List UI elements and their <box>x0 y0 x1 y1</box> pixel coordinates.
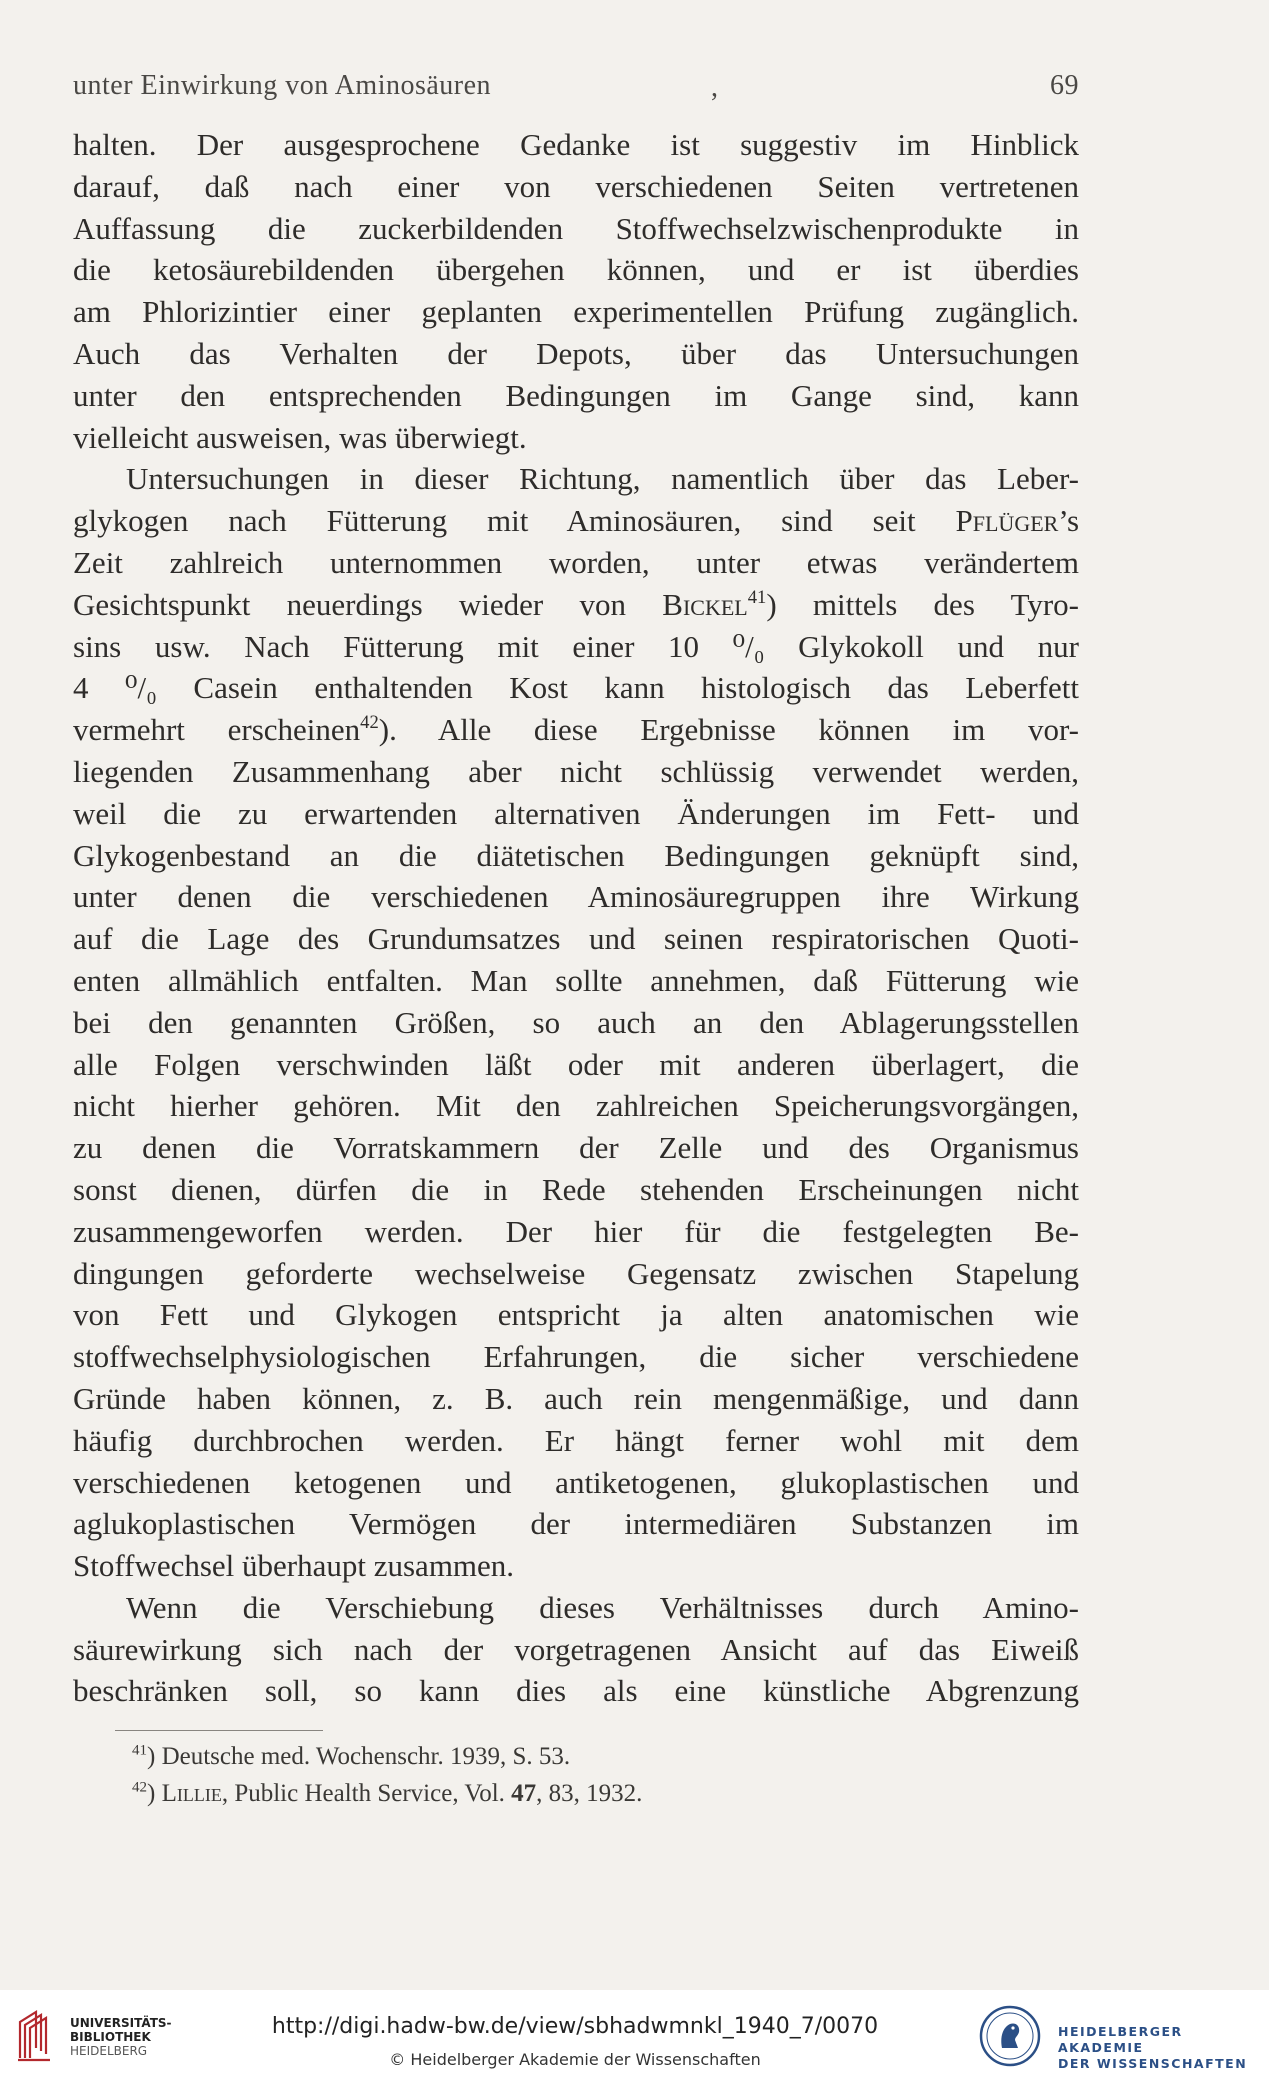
running-head-title: unter Einwirkung von Aminosäuren <box>73 70 492 101</box>
text-fragment: Gesichtspunkt neuerdings wieder von <box>73 586 627 622</box>
text-line: halten. Der ausgesprochene Gedanke ist suggestiv im Hinblick <box>73 127 1079 162</box>
text-line: verschiedenen ketogenen und antiketogenen, glukoplastischen und <box>73 1464 1079 1500</box>
text-line: am Phlorizintier einer geplanten experimentellen Prüfung zugänglich. <box>73 294 1079 330</box>
text-line: sins usw. Nach Fütterung mit einer 10 ⁰/₀ Glykokoll und nur <box>73 628 1079 664</box>
permalink-url[interactable]: http://digi.hadw-bw.de/view/sbhadwmnkl_1940_7/0070 <box>271 2014 879 2039</box>
text-line: bei den genannten Größen, so auch an den Ablagerungsstellen <box>73 1004 1079 1040</box>
text-line: alle Folgen verschwinden läßt oder mit anderen überlagert, die <box>73 1046 1079 1082</box>
academy-seal-icon <box>978 2004 1042 2068</box>
text-line: zusammengeworfen werden. Der hier für die festgelegten Be- <box>73 1213 1079 1249</box>
text-fragment: ). Alle diese Ergebnisse können im vor- <box>378 712 1079 748</box>
text-line: unter denen die verschiedenen Aminosäuregruppen ihre Wirkung <box>73 879 1079 915</box>
footnote-text: , Public Health Service, Vol. <box>221 1780 512 1807</box>
text-line: Gründe haben können, z. B. auch rein mengenmäßige, und dann <box>73 1380 1079 1416</box>
text-line: Stoffwechsel überhaupt zusammen. <box>73 1548 515 1584</box>
university-library-name <box>70 2016 172 2058</box>
footer-bar <box>0 1990 1269 2084</box>
text-fragment: ) mittels des Tyro- <box>766 586 1079 622</box>
footnote-text: ) Deutsche med. Wochenschr. 1939, S. 53. <box>147 1743 571 1770</box>
volume-number: 47 <box>511 1780 537 1807</box>
text-line: enten allmählich entfalten. Man sollte annehmen, daß Fütterung wie <box>73 962 1079 998</box>
library-line: HEIDELBERG <box>70 2044 148 2058</box>
body-text <box>73 124 1079 1712</box>
text-line: 4 ⁰/₀ Casein enthaltenden Kost kann histologisch das Leberfett <box>73 670 1079 706</box>
text-line: Wenn die Verschiebung dieses Verhältnisses durch Amino- <box>126 1589 1079 1625</box>
text-line: häufig durchbrochen werden. Er hängt ferner wohl mit dem <box>73 1422 1079 1458</box>
text-line: auf die Lage des Grundumsatzes und seinen respiratorischen Quoti- <box>73 921 1079 957</box>
text-line: liegenden Zusammenhang aber nicht schlüssig verwendet werden, <box>73 753 1079 789</box>
library-line: UNIVERSITÄTS- <box>70 2016 172 2030</box>
text-line: weil die zu erwartenden alternativen Änderungen im Fett- und <box>73 795 1079 831</box>
library-line: BIBLIOTHEK <box>70 2030 151 2044</box>
academy-line: DER WISSENSCHAFTEN <box>1058 2056 1248 2071</box>
text-line: dingungen geforderte wechselweise Gegensatz zwischen Stapelung <box>73 1255 1079 1291</box>
text-line: Auch das Verhalten der Depots, über das Untersuchungen <box>73 335 1079 371</box>
text-fragment: vermehrt erscheinen <box>73 712 361 748</box>
footnote-number: 42 <box>132 1779 147 1796</box>
text-line: Untersuchungen in dieser Richtung, namentlich über das Leber- <box>126 461 1079 497</box>
academy-line: HEIDELBERGER AKADEMIE <box>1058 2024 1183 2055</box>
text-line: Zeit zahlreich unternommen worden, unter etwas verändertem <box>73 544 1079 580</box>
footnote-text: , 83, 1932. <box>536 1780 643 1807</box>
text-line: nicht hierher gehören. Mit den zahlreichen Speicherungsvorgängen, <box>73 1088 1079 1124</box>
author-name: Bickel <box>662 586 748 622</box>
text-line: Glykogenbestand an die diätetischen Bedingungen geknüpft sind, <box>73 837 1079 873</box>
text-fragment: ’s <box>1058 503 1080 539</box>
text-line: vielleicht ausweisen, was überwiegt. <box>73 419 527 455</box>
text-line: Auffassung die zuckerbildenden Stoffwechselzwischenprodukte in <box>73 210 1079 246</box>
text-line: darauf, daß nach einer von verschiedenen Seiten vertretenen <box>73 168 1079 204</box>
text-line: von Fett und Glykogen entspricht ja alten anatomischen wie <box>73 1297 1079 1333</box>
text-line: säurewirkung sich nach der vorgetragenen Ansicht auf das Eiweiß <box>73 1631 1079 1667</box>
text-line <box>73 709 1079 751</box>
text-line: aglukoplastischen Vermögen der intermediären Substanzen im <box>73 1506 1079 1542</box>
footnote-42: $^{42}$) Lillie, Public Health Service, Vol. 47, 83, 1932. <box>132 1779 643 1807</box>
text-line <box>73 584 1079 626</box>
text-line: stoffwechselphysiologischen Erfahrungen, die sicher verschiedene <box>73 1339 1079 1375</box>
text-line: zu denen die Vorratskammern der Zelle und des Organismus <box>73 1130 1079 1166</box>
copyright-notice: © Heidelberger Akademie der Wissenschaften <box>389 2050 761 2069</box>
text-line: sonst dienen, dürfen die in Rede stehenden Erscheinungen nicht <box>73 1171 1079 1207</box>
footnote-divider <box>115 1730 323 1731</box>
text-line <box>73 500 1079 542</box>
footnotes <box>132 1738 1032 1812</box>
footnote-ref[interactable]: 42 <box>360 712 379 734</box>
academy-name <box>1058 2024 1269 2072</box>
author-name: Lillie <box>161 1780 222 1807</box>
text-line: die ketosäurebildenden übergehen können, und er ist überdies <box>73 252 1079 288</box>
footnote-ref[interactable]: 41 <box>747 586 767 608</box>
running-head-mark: , <box>711 72 719 103</box>
text-fragment: glykogen nach Fütterung mit Aminosäuren, sind seit <box>73 503 916 539</box>
university-library-logo-icon <box>14 2008 60 2064</box>
author-name: Pflüger <box>955 503 1059 539</box>
text-line: unter den entsprechenden Bedingungen im Gange sind, kann <box>73 377 1079 413</box>
page-number: 69 <box>1050 70 1079 101</box>
footnote-number: 41 <box>132 1742 147 1759</box>
footnote-41 <box>132 1738 1032 1775</box>
text-line: beschränken soll, so kann dies als eine künstliche Abgrenzung <box>73 1673 1079 1709</box>
